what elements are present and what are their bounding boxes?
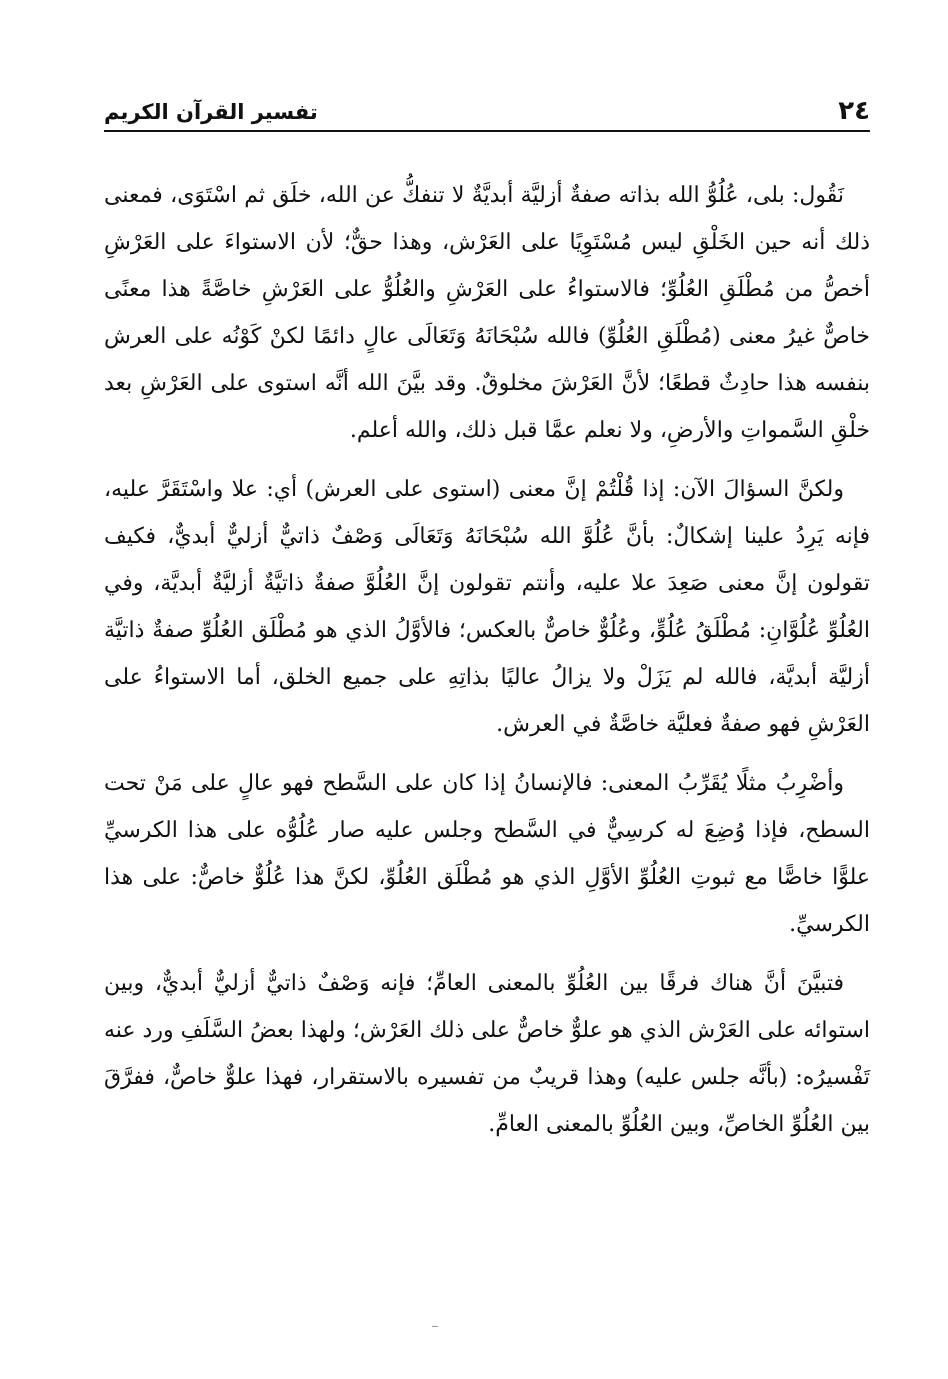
page-header [104, 94, 870, 134]
paragraph: نَقُول: بلى، عُلُوُّ الله بذاته صفةٌ أزليَّة أبديَّةٌ لا تنفكُّ عن الله، خلَق ثم اسْتَوَى، فمعنى ذلك أنه حين الخَلْقِ ليس مُسْتَوِيًا على العَرْش، وهذا حقٌّ؛ لأن الاستواءَ على العَرْشِ أخصُّ من مُطْلَقِ العُلُوِّ؛ فالاستواءُ على العَرْشِ والعُلُوُّ على العَرْشِ خاصَّةً هذا معنًى خاصٌّ غيرُ معنى (مُطْلَقِ العُلُوِّ) فالله سُبْحَانَهُ وَتَعَالَى عالٍ دائمًا لكنْ كَوْنُه على العرش بنفسه هذا حادِثٌ قطعًا؛ لأنَّ العَرْشَ مخلوقٌ. وقد بيَّنَ الله أنَّه استوى على العَرْشِ بعد خلْقِ السَّمواتِ والأرضِ، ولا نعلم عمَّا قبل ذلك، والله أعلم. [104, 183, 870, 443]
running-title: تفسير القرآن الكريم [104, 100, 318, 124]
body-text [104, 172, 870, 1160]
header-rule [104, 130, 870, 132]
page-number: ٢٤ [838, 96, 870, 126]
paragraph: ولكنَّ السؤالَ الآن: إذا قُلْتُمْ إنَّ معنى (استوى على العرش) أي: علا واسْتَقَرَّ عليه، فإنه يَرِدُ علينا إشكالٌ: بأنَّ عُلُوَّ الله سُبْحَانَهُ وَتَعَالَى وَصْفٌ ذاتيٌّ أزليٌّ أبديٌّ، فكيف تقولون إنَّ معنى صَعِدَ علا عليه، وأنتم تقولون إنَّ العُلُوَّ صفةٌ ذاتيَّةٌ أزليَّةٌ أبديَّة، وفي العُلُوِّ عُلُوَّانِ: مُطْلَقُ عُلُوٍّ، وعُلُوٌّ خاصٌّ بالعكس؛ فالأوَّلُ الذي هو مُطْلَق العُلُوِّ صفةٌ ذاتيَّة أزليَّة أبديَّة، فالله لم يَزَلْ ولا يزالُ عاليًا بذاتِهِ على جميع الخلق، أما الاستواءُ على العَرْشِ فهو صفةٌ فعليَّة خاصَّةٌ في العرش. [104, 477, 870, 737]
paragraph: وأضْرِبُ مثلًا يُقَرِّبُ المعنى: فالإنسانُ إذا كان على السَّطح فهو عالٍ على مَنْ تحت السطح، فإذا وُضِعَ له كرسِيٌّ في السَّطح وجلس عليه صار عُلُوُّه على هذا الكرسيِّ علوًّا خاصًّا مع ثبوتِ العُلُوِّ الأوَّلِ الذي هو مُطْلَق العُلُوِّ، لكنَّ هذا عُلُوٌّ خاصٌّ: على هذا الكرسيِّ. [104, 771, 870, 937]
scan-mark [432, 1326, 438, 1327]
paragraph: فتبيَّنَ أنَّ هناك فرقًا بين العُلُوِّ بالمعنى العامِّ؛ فإنه وَصْفٌ ذاتيٌّ أزليٌّ أبديٌّ، وبين استوائه على العَرْش الذي هو علوٌّ خاصٌّ على ذلك العَرْش؛ ولهذا بعضُ السَّلَفِ ورد عنه تَفْسيرُه: (بأنَّه جلس عليه) وهذا قريبٌ من تفسيره بالاستقرار، فهذا علوٌّ خاصٌّ، ففرَّقَ بين العُلُوِّ الخاصِّ، وبين العُلُوِّ بالمعنى العامِّ. [103, 971, 870, 1137]
